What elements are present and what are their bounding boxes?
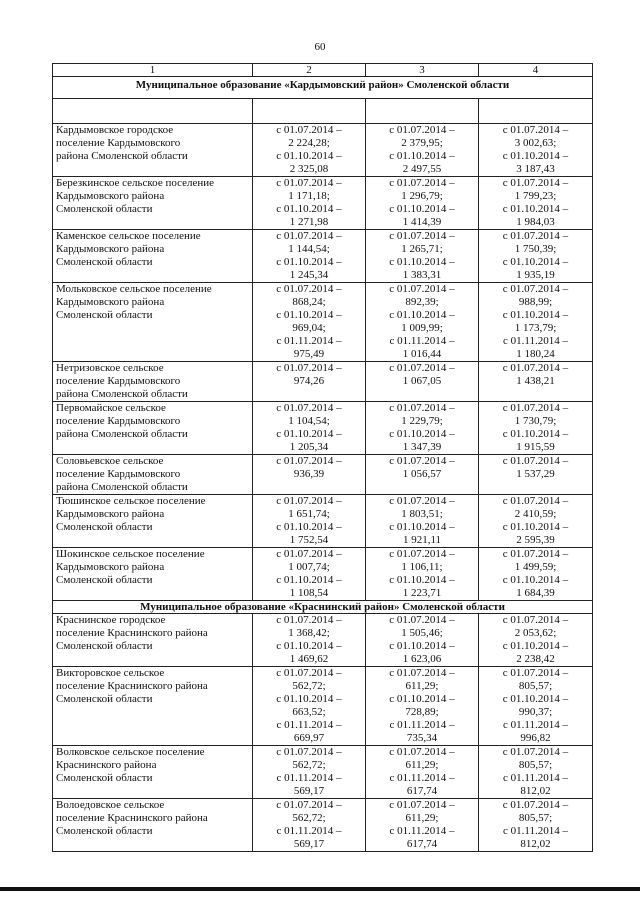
tariff-cell: с 01.07.2014 – 1 537,29 xyxy=(479,455,593,495)
settlement-name: Волковское сельское поселение Краснинского района Смоленской области xyxy=(53,746,253,799)
tariff-cell: с 01.07.2014 – 974,26 xyxy=(253,362,366,402)
tariff-table xyxy=(52,63,593,852)
tariff-cell: с 01.07.2014 – 1 007,74; с 01.10.2014 – 1 108,54 xyxy=(253,548,366,601)
tariff-cell: с 01.07.2014 – 2 410,59; с 01.10.2014 – 2 595,39 xyxy=(479,495,593,548)
tariff-cell: с 01.07.2014 – 1 651,74; с 01.10.2014 – 1 752,54 xyxy=(253,495,366,548)
table-row xyxy=(53,177,593,230)
settlement-name: Кардымовское городское поселение Кардымовского района Смоленской области xyxy=(53,124,253,177)
tariff-cell: с 01.07.2014 – 562,72; с 01.10.2014 – 663,52; с 01.11.2014 – 669,97 xyxy=(253,667,366,746)
table-row xyxy=(53,362,593,402)
district-title: Муниципальное образование «Краснинский район» Смоленской области xyxy=(53,601,593,614)
table-row xyxy=(53,402,593,455)
tariff-cell: с 01.07.2014 – 805,57; с 01.10.2014 – 990,37; с 01.11.2014 – 996,82 xyxy=(479,667,593,746)
tariff-cell: с 01.07.2014 – 611,29; с 01.10.2014 – 728,89; с 01.11.2014 – 735,34 xyxy=(366,667,479,746)
tariff-cell: с 01.07.2014 – 1 067,05 xyxy=(366,362,479,402)
spacer-row xyxy=(53,99,593,124)
tariff-cell: с 01.07.2014 – 1 368,42; с 01.10.2014 – 1 469,62 xyxy=(253,614,366,667)
column-number-row xyxy=(53,64,593,77)
tariff-cell: с 01.07.2014 – 1 296,79; с 01.10.2014 – 1 414,39 xyxy=(366,177,479,230)
tariff-cell: с 01.07.2014 – 1 499,59; с 01.10.2014 – 1 684,39 xyxy=(479,548,593,601)
tariff-cell: с 01.07.2014 – 1 265,71; с 01.10.2014 – 1 383,31 xyxy=(366,230,479,283)
district-header-row xyxy=(53,77,593,99)
tariff-cell: с 01.07.2014 – 1 505,46; с 01.10.2014 – 1 623,06 xyxy=(366,614,479,667)
tariff-cell: с 01.07.2014 – 1 730,79; с 01.10.2014 – 1 915,59 xyxy=(479,402,593,455)
tariff-cell: с 01.07.2014 – 2 379,95; с 01.10.2014 – 2 497,55 xyxy=(366,124,479,177)
tariff-cell: с 01.07.2014 – 988,99; с 01.10.2014 – 1 173,79; с 01.11.2014 – 1 180,24 xyxy=(479,283,593,362)
settlement-name: Мольковское сельское поселение Кардымовского района Смоленской области xyxy=(53,283,253,362)
tariff-cell: с 01.07.2014 – 1 056,57 xyxy=(366,455,479,495)
district-title: Муниципальное образование «Кардымовский район» Смоленской области xyxy=(53,77,593,99)
page-number: 60 xyxy=(314,41,326,53)
tariff-cell: с 01.07.2014 – 892,39; с 01.10.2014 – 1 009,99; с 01.11.2014 – 1 016,44 xyxy=(366,283,479,362)
district-header-row xyxy=(53,601,593,614)
table-row xyxy=(53,283,593,362)
tariff-cell: с 01.07.2014 – 1 104,54; с 01.10.2014 – 1 205,34 xyxy=(253,402,366,455)
column-number: 2 xyxy=(253,64,366,77)
column-number: 4 xyxy=(479,64,593,77)
tariff-cell: с 01.07.2014 – 805,57; с 01.11.2014 – 812,02 xyxy=(479,799,593,852)
tariff-cell: с 01.07.2014 – 805,57; с 01.11.2014 – 812,02 xyxy=(479,746,593,799)
tariff-cell: с 01.07.2014 – 1 438,21 xyxy=(479,362,593,402)
table-row xyxy=(53,667,593,746)
tariff-cell: с 01.07.2014 – 611,29; с 01.11.2014 – 617,74 xyxy=(366,799,479,852)
settlement-name: Шокинское сельское поселение Кардымовского района Смоленской области xyxy=(53,548,253,601)
settlement-name: Волоедовское сельское поселение Краснинского района Смоленской области xyxy=(53,799,253,852)
table-row xyxy=(53,495,593,548)
settlement-name: Нетризовское сельское поселение Кардымовского района Смоленской области xyxy=(53,362,253,402)
tariff-cell: с 01.07.2014 – 1 803,51; с 01.10.2014 – 1 921,11 xyxy=(366,495,479,548)
settlement-name: Тюшинское сельское поселение Кардымовского района Смоленской области xyxy=(53,495,253,548)
tariff-cell: с 01.07.2014 – 1 144,54; с 01.10.2014 – 1 245,34 xyxy=(253,230,366,283)
tariff-cell: с 01.07.2014 – 611,29; с 01.11.2014 – 617,74 xyxy=(366,746,479,799)
tariff-cell: с 01.07.2014 – 1 229,79; с 01.10.2014 – 1 347,39 xyxy=(366,402,479,455)
tariff-cell: с 01.07.2014 – 3 002,63; с 01.10.2014 – 3 187,43 xyxy=(479,124,593,177)
settlement-name: Березкинское сельское поселение Кардымовского района Смоленской области xyxy=(53,177,253,230)
tariff-cell: с 01.07.2014 – 562,72; с 01.11.2014 – 569,17 xyxy=(253,799,366,852)
tariff-cell: с 01.07.2014 – 1 750,39; с 01.10.2014 – 1 935,19 xyxy=(479,230,593,283)
tariff-cell: с 01.07.2014 – 1 106,11; с 01.10.2014 – 1 223,71 xyxy=(366,548,479,601)
table-row xyxy=(53,455,593,495)
settlement-name: Соловьевское сельское поселение Кардымовского района Смоленской области xyxy=(53,455,253,495)
table-row xyxy=(53,230,593,283)
settlement-name: Краснинское городское поселение Краснинского района Смоленской области xyxy=(53,614,253,667)
tariff-cell: с 01.07.2014 – 868,24; с 01.10.2014 – 969,04; с 01.11.2014 – 975,49 xyxy=(253,283,366,362)
table-row xyxy=(53,746,593,799)
tariff-cell: с 01.07.2014 – 1 799,23; с 01.10.2014 – 1 984,03 xyxy=(479,177,593,230)
table-row xyxy=(53,124,593,177)
tariff-cell: с 01.07.2014 – 562,72; с 01.11.2014 – 569,17 xyxy=(253,746,366,799)
settlement-name: Викторовское сельское поселение Краснинского района Смоленской области xyxy=(53,667,253,746)
settlement-name: Каменское сельское поселение Кардымовского района Смоленской области xyxy=(53,230,253,283)
tariff-cell: с 01.07.2014 – 2 224,28; с 01.10.2014 – 2 325,08 xyxy=(253,124,366,177)
table-row xyxy=(53,614,593,667)
bottom-rule xyxy=(0,887,640,891)
table-row xyxy=(53,799,593,852)
table-row xyxy=(53,548,593,601)
settlement-name: Первомайское сельское поселение Кардымовского района Смоленской области xyxy=(53,402,253,455)
column-number: 3 xyxy=(366,64,479,77)
tariff-cell: с 01.07.2014 – 936,39 xyxy=(253,455,366,495)
tariff-cell: с 01.07.2014 – 2 053,62; с 01.10.2014 – 2 238,42 xyxy=(479,614,593,667)
column-number: 1 xyxy=(53,64,253,77)
tariff-cell: с 01.07.2014 – 1 171,18; с 01.10.2014 – 1 271,98 xyxy=(253,177,366,230)
